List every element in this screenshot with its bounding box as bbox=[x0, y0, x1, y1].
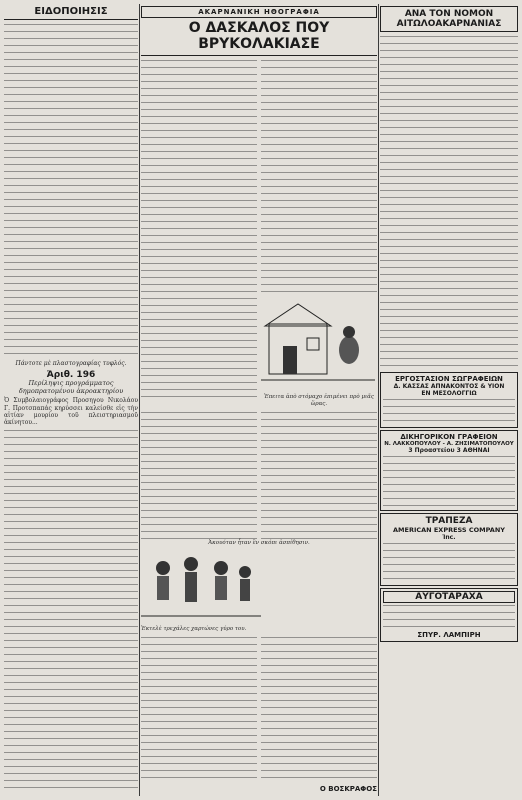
illustration-children-dance bbox=[141, 550, 261, 626]
left-column bbox=[4, 6, 138, 794]
regional-news-text bbox=[380, 36, 518, 370]
ad-law-text bbox=[383, 456, 515, 508]
sub-title: Περίληψις προγράμματος δημοπρατομένου ἀκροακτηρίου bbox=[18, 379, 124, 395]
caption-1: Ἐπειτα ἀπὸ στόμαχο ἐπιμένει πρὸ μιᾶς ὥρας. bbox=[264, 394, 374, 408]
ad-roe bbox=[380, 588, 518, 642]
ad-roe-text bbox=[383, 605, 515, 631]
ad-factory-text bbox=[383, 399, 515, 425]
ad-factory-title: ΕΡΓΟΣΤΑΣΙΟΝ ΣΩΓΡΑΦΕΙΩΝ bbox=[395, 375, 503, 383]
article-headline: Ο ΔΑΣΚΑΛΟΣ ΠΟΥ ΒΡΥΚΟΛΑΚΙΑΣΕ bbox=[141, 20, 377, 56]
sub-number: Ἀριθ. 196 bbox=[46, 370, 96, 381]
auction-text bbox=[4, 430, 138, 790]
article-signature: Ο ΒΟΣΚΡΑΦΟΣ bbox=[319, 784, 377, 793]
caption-2: Ἀκουόταν ἦταν ἓν σκόπι ἀσπίθησιν. bbox=[208, 539, 310, 546]
ad-roe-seller: ΣΠΥΡ. ΛΑΜΠΙΡΗ bbox=[417, 631, 481, 639]
column-rule bbox=[139, 4, 140, 796]
notice-signoff: Πάντοτε μὲ πλαστογραφίας τυφλός. bbox=[15, 360, 127, 367]
right-column bbox=[380, 6, 518, 794]
article-text-left bbox=[141, 60, 257, 296]
column-rule bbox=[378, 4, 379, 796]
notice-text bbox=[4, 24, 138, 360]
ad-law-office bbox=[380, 430, 518, 511]
ad-law-address: 3 Προαστείου 3 ΑΘΗΝΑΙ bbox=[408, 447, 490, 454]
article-text-left-4 bbox=[141, 637, 257, 783]
ad-factory bbox=[380, 372, 518, 428]
ad-bank bbox=[380, 513, 518, 586]
ad-roe-title: ΑΥΓΟΤΑΡΑΧΑ bbox=[383, 591, 515, 603]
article-text-right-3 bbox=[261, 412, 377, 540]
article-text-left-2 bbox=[141, 298, 257, 398]
sub-intro: Ὁ Συμβολαιογράφος Προσηγου Νικολάου Γ. Προτσπαπάς κηρύσσει καλείσθε εἰς τὴν αἰτίαν μουρίου τοῦ πλειστηριασμοῦ ἀκίνητου... bbox=[4, 397, 138, 427]
caption-3: Ἐκτελὲ τρεχάλες χαρτώνες γύρο του. bbox=[141, 626, 247, 633]
ad-bank-name: AMERICAN EXPRESS COMPANY bbox=[393, 526, 505, 534]
illustration-teacher-house bbox=[261, 298, 375, 390]
ad-bank-text bbox=[383, 543, 515, 583]
ad-bank-title: ΤΡΑΠΕΖΑ bbox=[425, 516, 473, 526]
ad-factory-owner: Δ. ΚΑΣΣΑΣ ΑΠΝΑΚΟΝΤΟΣ & ΥΙΟΝ bbox=[393, 383, 505, 390]
center-column bbox=[141, 6, 377, 794]
section-banner: ΑΚΑΡΝΑΝΙΚΗ ΗΘΟΓΡΑΦΙΑ bbox=[141, 6, 377, 18]
left-header: ΕΙΔΟΠΟΙΗΣΙΣ bbox=[4, 6, 138, 20]
article-text-right-4 bbox=[261, 637, 377, 783]
article-text-left-3 bbox=[141, 412, 257, 540]
ad-bank-suffix: Ἰnc. bbox=[442, 534, 456, 541]
ad-law-title: ΔΙΚΗΓΟΡΙΚΟΝ ΓΡΑΦΕΙΟΝ bbox=[400, 433, 498, 441]
article-text-right bbox=[261, 60, 377, 296]
ad-factory-place: ΕΝ ΜΕΣΟΛΟΓΓΙΩ bbox=[421, 390, 477, 397]
ad-law-names: Ν. ΛΑΚΚΟΠΟΥΛΟΥ - Α. ΖΗΣΙΜΑΤΟΠΟΥΛΟΥ bbox=[384, 441, 514, 447]
right-header: ΑΝΑ ΤΟΝ ΝΟΜΟΝ ΑΙΤΩΛΟΑΚΑΡΝΑΝΙΑΣ bbox=[380, 6, 518, 32]
